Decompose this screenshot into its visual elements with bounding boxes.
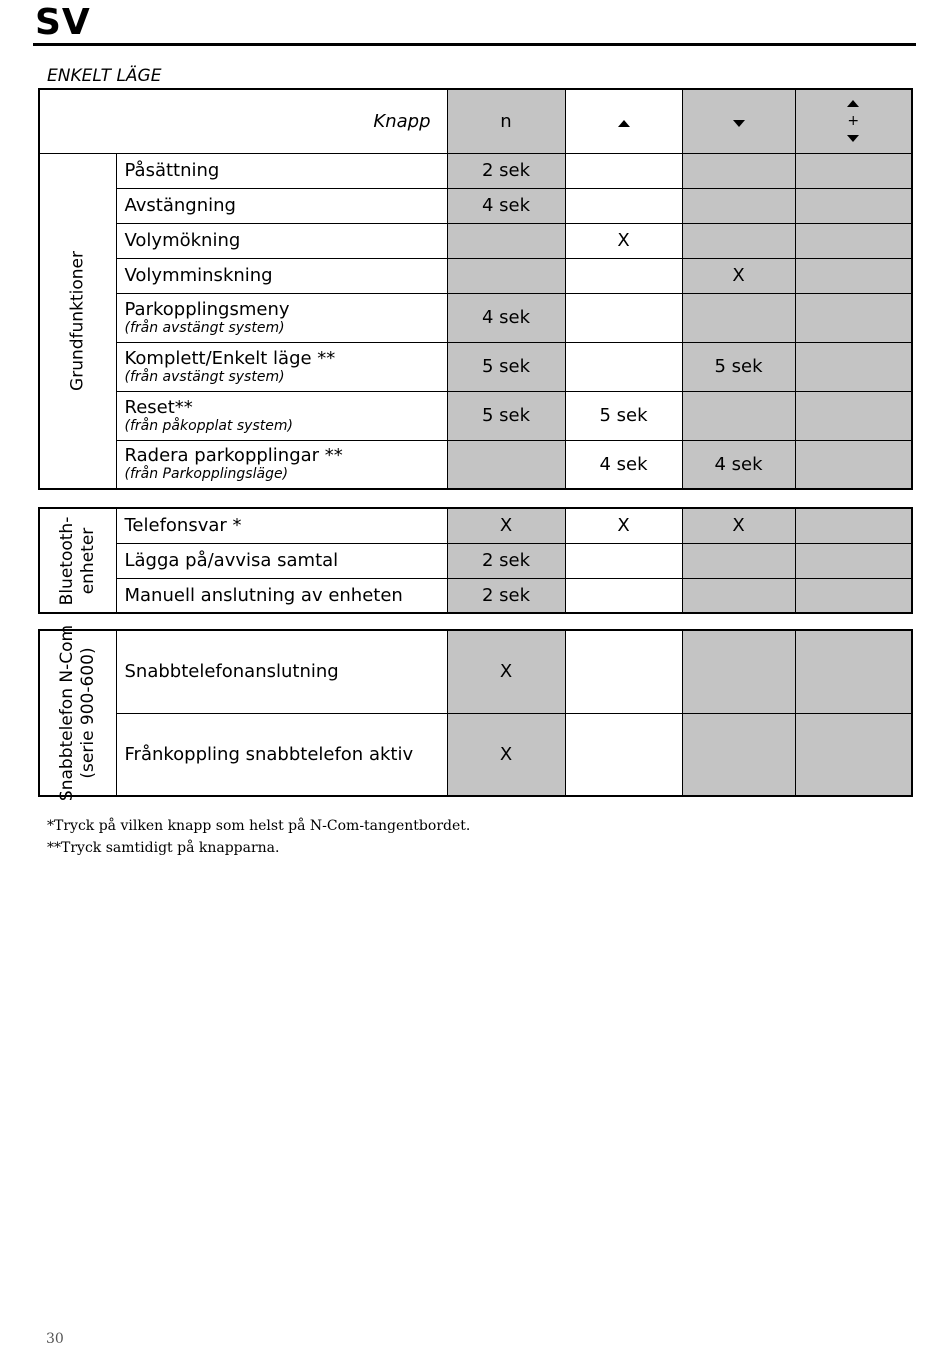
header-n-button: n [447, 89, 565, 153]
group-label-line2: enheter [77, 527, 98, 594]
function-label: Frånkoppling snabbtelefon aktiv [116, 713, 447, 796]
table-row [39, 342, 912, 391]
function-label: Lägga på/avvisa samtal [116, 543, 447, 578]
value-up [565, 578, 682, 613]
function-label [116, 293, 447, 342]
plus-sign: + [847, 113, 860, 130]
value-down [682, 543, 795, 578]
value-down [682, 713, 795, 796]
value-plus [795, 342, 912, 391]
value-down: X [682, 508, 795, 543]
function-label: Påsättning [116, 153, 447, 188]
value-down [682, 188, 795, 223]
value-up [565, 258, 682, 293]
header-up-plus-down [795, 89, 912, 153]
function-label: Volymminskning [116, 258, 447, 293]
table-row [39, 258, 912, 293]
arrow-down-icon [847, 135, 859, 142]
value-n [447, 223, 565, 258]
group-label-line1: Snabbtelefon N-Com [56, 624, 77, 802]
value-n: 5 sek [447, 342, 565, 391]
function-name: Komplett/Enkelt läge ** [124, 347, 336, 369]
value-n [447, 258, 565, 293]
table-row [39, 153, 912, 188]
footnote-single-asterisk: *Tryck på vilken knapp som helst på N-Com-tangentbordet. [47, 818, 471, 834]
value-down: X [682, 258, 795, 293]
value-plus [795, 153, 912, 188]
function-label [116, 342, 447, 391]
value-plus [795, 258, 912, 293]
page-number: 30 [46, 1331, 64, 1347]
header-up-arrow [565, 89, 682, 153]
value-plus [795, 440, 912, 489]
language-code: SV [35, 2, 91, 43]
function-label [116, 391, 447, 440]
value-n: 5 sek [447, 391, 565, 440]
group-speed-phone [39, 624, 116, 802]
value-plus [795, 543, 912, 578]
value-up [565, 630, 682, 713]
value-n: X [447, 630, 565, 713]
function-label: Telefonsvar * [116, 508, 447, 543]
value-n: 2 sek [447, 578, 565, 613]
table-row [39, 713, 912, 796]
footnotes [47, 815, 470, 859]
value-plus [795, 391, 912, 440]
arrow-up-icon [847, 100, 859, 107]
function-name: Reset** [124, 396, 193, 418]
table-row [39, 440, 912, 489]
function-name: Radera parkopplingar ** [124, 445, 343, 467]
value-up: X [565, 508, 682, 543]
group-label-line2: (serie 900-600) [77, 647, 98, 779]
value-down [682, 578, 795, 613]
value-plus [795, 508, 912, 543]
group-basic-functions [39, 153, 116, 489]
value-up [565, 713, 682, 796]
value-down [682, 630, 795, 713]
value-up: 4 sek [565, 440, 682, 489]
function-label: Avstängning [116, 188, 447, 223]
value-plus [795, 188, 912, 223]
header-rule [33, 43, 916, 46]
value-up [565, 342, 682, 391]
section-title: ENKELT LÄGE [47, 66, 162, 86]
value-up: 5 sek [565, 391, 682, 440]
function-condition: (från Parkopplingsläge) [124, 466, 289, 483]
group-bluetooth [39, 508, 116, 613]
table-row [39, 630, 912, 713]
value-down: 4 sek [682, 440, 795, 489]
table-row [39, 188, 912, 223]
value-n: X [447, 508, 565, 543]
function-name: Parkopplingsmeny [124, 298, 290, 320]
value-plus [795, 630, 912, 713]
group-label [57, 516, 99, 605]
value-up [565, 293, 682, 342]
table-row [39, 293, 912, 342]
value-up [565, 188, 682, 223]
function-label: Manuell anslutning av enheten [116, 578, 447, 613]
function-condition: (från avstängt system) [124, 368, 285, 385]
value-down: 5 sek [682, 342, 795, 391]
value-down [682, 223, 795, 258]
group-label: Grundfunktioner [67, 250, 88, 391]
value-plus [795, 293, 912, 342]
value-n: 4 sek [447, 188, 565, 223]
bluetooth-table [38, 507, 913, 614]
value-n [447, 440, 565, 489]
value-n: 4 sek [447, 293, 565, 342]
value-n: 2 sek [447, 153, 565, 188]
group-label-line1: Bluetooth- [56, 516, 77, 605]
function-condition: (från avstängt system) [124, 319, 285, 336]
table-row [39, 543, 912, 578]
arrow-down-icon [733, 120, 745, 127]
footnote-double-asterisk: **Tryck samtidigt på knapparna. [47, 840, 280, 856]
value-plus [795, 578, 912, 613]
value-n: 2 sek [447, 543, 565, 578]
button-header-row [39, 89, 912, 153]
basic-functions-table [38, 88, 913, 490]
function-condition: (från påkopplat system) [124, 417, 293, 434]
table-row [39, 578, 912, 613]
value-n: X [447, 713, 565, 796]
arrow-up-icon [618, 120, 630, 127]
value-down [682, 293, 795, 342]
group-label [57, 625, 99, 801]
table-row [39, 391, 912, 440]
knapp-label: Knapp [39, 89, 447, 153]
value-down [682, 153, 795, 188]
table-row [39, 508, 912, 543]
value-up: X [565, 223, 682, 258]
value-up [565, 543, 682, 578]
value-plus [795, 713, 912, 796]
speed-phone-table [38, 624, 913, 802]
function-label: Snabbtelefonanslutning [116, 630, 447, 713]
value-up [565, 153, 682, 188]
function-label: Volymökning [116, 223, 447, 258]
table-row [39, 223, 912, 258]
value-down [682, 391, 795, 440]
header-down-arrow [682, 89, 795, 153]
value-plus [795, 223, 912, 258]
function-label [116, 440, 447, 489]
